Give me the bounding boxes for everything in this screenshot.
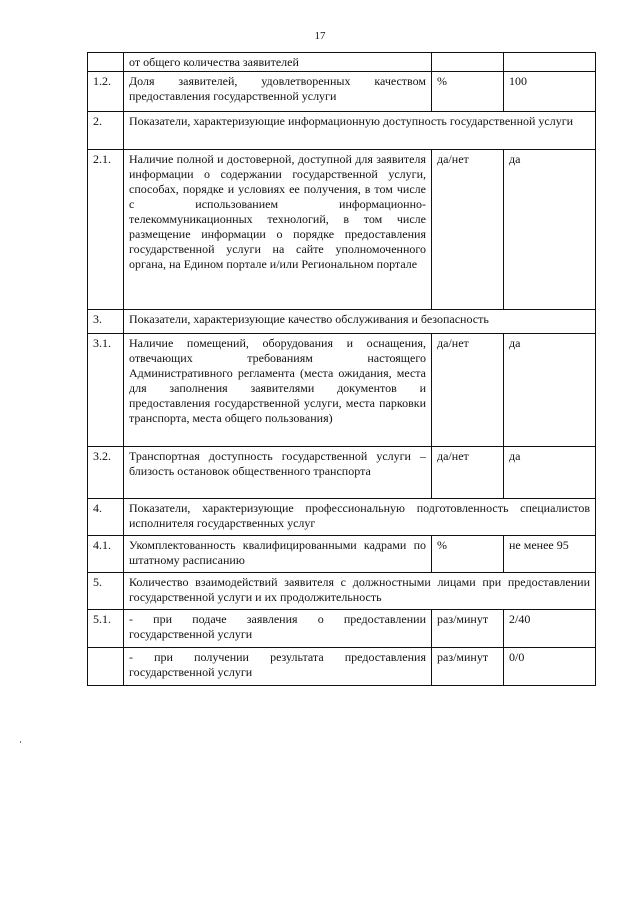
- row-value: 2/40: [504, 610, 596, 648]
- row-number: 3.2.: [88, 447, 124, 499]
- row-unit: раз/минут: [432, 610, 504, 648]
- table-row: [88, 536, 596, 573]
- section-row: [88, 112, 596, 150]
- section-title: Количество взаимодействий заявителя с должностными лицами при предоставлении государственной услуги и их продолжительность: [124, 573, 596, 610]
- section-number: 5.: [88, 573, 124, 610]
- row-unit: %: [432, 72, 504, 112]
- section-title: Показатели, характеризующие качество обслуживания и безопасность: [124, 310, 596, 334]
- row-value: да: [504, 150, 596, 310]
- indicators-table: [87, 52, 596, 686]
- table-row: [88, 150, 596, 310]
- row-description: - при подаче заявления о предоставлении государственной услуги: [124, 610, 432, 648]
- row-unit: да/нет: [432, 447, 504, 499]
- row-value: да: [504, 447, 596, 499]
- section-row: [88, 499, 596, 536]
- row-unit: да/нет: [432, 334, 504, 447]
- section-row: [88, 573, 596, 610]
- section-title: Показатели, характеризующие профессиональную подготовленность специалистов исполнителя государственных услуг: [124, 499, 596, 536]
- section-title: Показатели, характеризующие информационную доступность государственной услуги: [124, 112, 596, 150]
- table-row: [88, 53, 596, 72]
- row-number: 5.1.: [88, 610, 124, 648]
- row-description: Доля заявителей, удовлетворенных качеством предоставления государственной услуги: [124, 72, 432, 112]
- row-number: 4.1.: [88, 536, 124, 573]
- section-row: [88, 310, 596, 334]
- table-row: [88, 447, 596, 499]
- table-row: [88, 648, 596, 686]
- row-description: Транспортная доступность государственной услуги – близость остановок общественного транспорта: [124, 447, 432, 499]
- row-number: [88, 53, 124, 72]
- row-value: да: [504, 334, 596, 447]
- row-unit: раз/минут: [432, 648, 504, 686]
- row-number: [88, 648, 124, 686]
- row-number: 3.1.: [88, 334, 124, 447]
- table-row: [88, 334, 596, 447]
- scan-mark: [20, 741, 21, 743]
- row-description: Укомплектованность квалифицированными кадрами по штатному расписанию: [124, 536, 432, 573]
- section-number: 2.: [88, 112, 124, 150]
- row-unit: %: [432, 536, 504, 573]
- row-description: Наличие полной и достоверной, доступной для заявителя информации о содержании государственной услуги, способах, порядке и условиях ее получения, в том числе с использованием информационно-телекоммуникационных технологий, в том числе размещение информации о порядке предоставления государственной услуги на сайте уполномоченного органа, на Едином портале и/или Региональном портале: [124, 150, 432, 310]
- row-description: - при получении результата предоставления государственной услуги: [124, 648, 432, 686]
- row-number: 2.1.: [88, 150, 124, 310]
- section-number: 4.: [88, 499, 124, 536]
- row-number: 1.2.: [88, 72, 124, 112]
- row-description: Наличие помещений, оборудования и оснащения, отвечающих требованиям настоящего Административного регламента (места ожидания, места для заполнения заявителями документов и предоставления государственной услуги, места парковки транспорта, места общего пользования): [124, 334, 432, 447]
- table-row: [88, 610, 596, 648]
- row-value: [504, 53, 596, 72]
- row-value: 100: [504, 72, 596, 112]
- row-description: от общего количества заявителей: [124, 53, 432, 72]
- row-value: не менее 95: [504, 536, 596, 573]
- table-row: [88, 72, 596, 112]
- section-number: 3.: [88, 310, 124, 334]
- row-unit: да/нет: [432, 150, 504, 310]
- row-unit: [432, 53, 504, 72]
- row-value: 0/0: [504, 648, 596, 686]
- page-number: 17: [314, 30, 326, 42]
